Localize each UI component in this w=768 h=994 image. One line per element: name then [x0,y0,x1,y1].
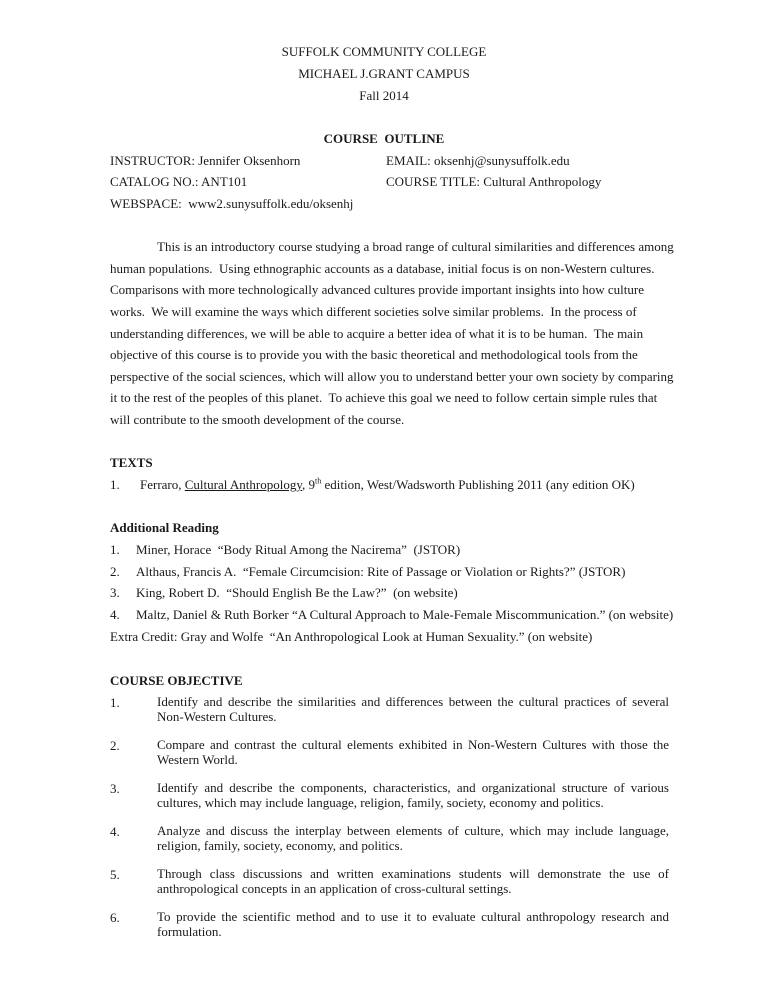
texts-heading: TEXTS [110,455,153,470]
paragraph-line: works. We will examine the ways which different societies solve similar problems. In the process of [110,304,637,319]
document-title: COURSE OUTLINE [323,131,445,146]
reading-item: Maltz, Daniel & Ruth Borker “A Cultural Approach to Male-Female Miscommunication.” (on website) [136,607,674,622]
paragraph-line: Comparisons with more technologically advanced cultures provide important insights into how culture [110,282,644,297]
textbook-entry [140,477,635,493]
objective-number: 1. [110,695,120,710]
textbook-title: Cultural Anthropology [184,477,303,492]
reading-item: Althaus, Francis A. “Female Circumcision: Rite of Passage or Violation or Rights?” (JSTOR) [136,564,626,579]
objective-text: Identify and describe the components, characteristics, and organizational structure of various cultures, which may include language, religion, family, society, economy and politics. [157,780,669,810]
reading-number: 2. [110,564,120,579]
objective-number: 4. [110,824,120,839]
edition-superscript: th [315,476,322,486]
textbook-author: Ferraro, [140,477,185,492]
campus-name: MICHAEL J.GRANT CAMPUS [298,66,470,81]
reading-item: Miner, Horace “Body Ritual Among the Nacirema” (JSTOR) [136,542,461,557]
paragraph-line: understanding differences, we will be able to acquire a better idea of what it is to be human. The main [110,326,644,341]
objective-number: 5. [110,867,120,882]
paragraph-line: human populations. Using ethnographic accounts as a database, initial focus is on non-Western cultures. [110,261,655,276]
objective-text: Identify and describe the similarities and differences between the cultural practices of several Non-Western Cultures. [157,694,669,724]
course-objective-heading: COURSE OBJECTIVE [110,673,243,688]
objective-text: Through class discussions and written examinations students will demonstrate the use of anthropological concepts in an application of cross-cultural settings. [157,866,669,896]
paragraph-line: This is an introductory course studying a broad range of cultural similarities and differences among [157,239,674,254]
paragraph-line: objective of this course is to provide you with the basic theoretical and methodological tools from the [110,347,638,362]
textbook-edition: , 9 [302,477,316,492]
extra-credit: Extra Credit: Gray and Wolfe “An Anthropological Look at Human Sexuality.” (on website) [110,629,593,644]
objective-number: 6. [110,910,120,925]
additional-reading-heading: Additional Reading [110,520,219,535]
objective-text: Compare and contrast the cultural elements exhibited in Non-Western Cultures with those the Western World. [157,737,669,767]
course-title: COURSE TITLE: Cultural Anthropology [386,174,602,189]
email: EMAIL: oksenhj@sunysuffolk.edu [386,153,570,168]
reading-number: 3. [110,585,120,600]
objective-number: 2. [110,738,120,753]
reading-number: 1. [110,542,120,557]
reading-item: King, Robert D. “Should English Be the Law?” (on website) [136,585,458,600]
objective-number: 3. [110,781,120,796]
webspace: WEBSPACE: www2.sunysuffolk.edu/oksenhj [110,196,354,211]
paragraph-line: will contribute to the smooth development of the course. [110,412,405,427]
term: Fall 2014 [359,88,409,103]
text-number: 1. [110,477,120,492]
instructor: INSTRUCTOR: Jennifer Oksenhorn [110,153,301,168]
objective-text: Analyze and discuss the interplay between elements of culture, which may include language, religion, family, society, economy, and politics. [157,823,669,853]
paragraph-line: perspective of the social sciences, which will allow you to understand better your own society by comparing [110,369,674,384]
textbook-publisher: edition, West/Wadsworth Publishing 2011 (any edition OK) [321,477,635,492]
reading-number: 4. [110,607,120,622]
paragraph-line: it to the rest of the peoples of this planet. To achieve this goal we need to follow certain simple rules that [110,390,658,405]
college-name: SUFFOLK COMMUNITY COLLEGE [281,44,487,59]
objective-text: To provide the scientific method and to use it to evaluate cultural anthropology research and formulation. [157,909,669,939]
catalog-number: CATALOG NO.: ANT101 [110,174,248,189]
